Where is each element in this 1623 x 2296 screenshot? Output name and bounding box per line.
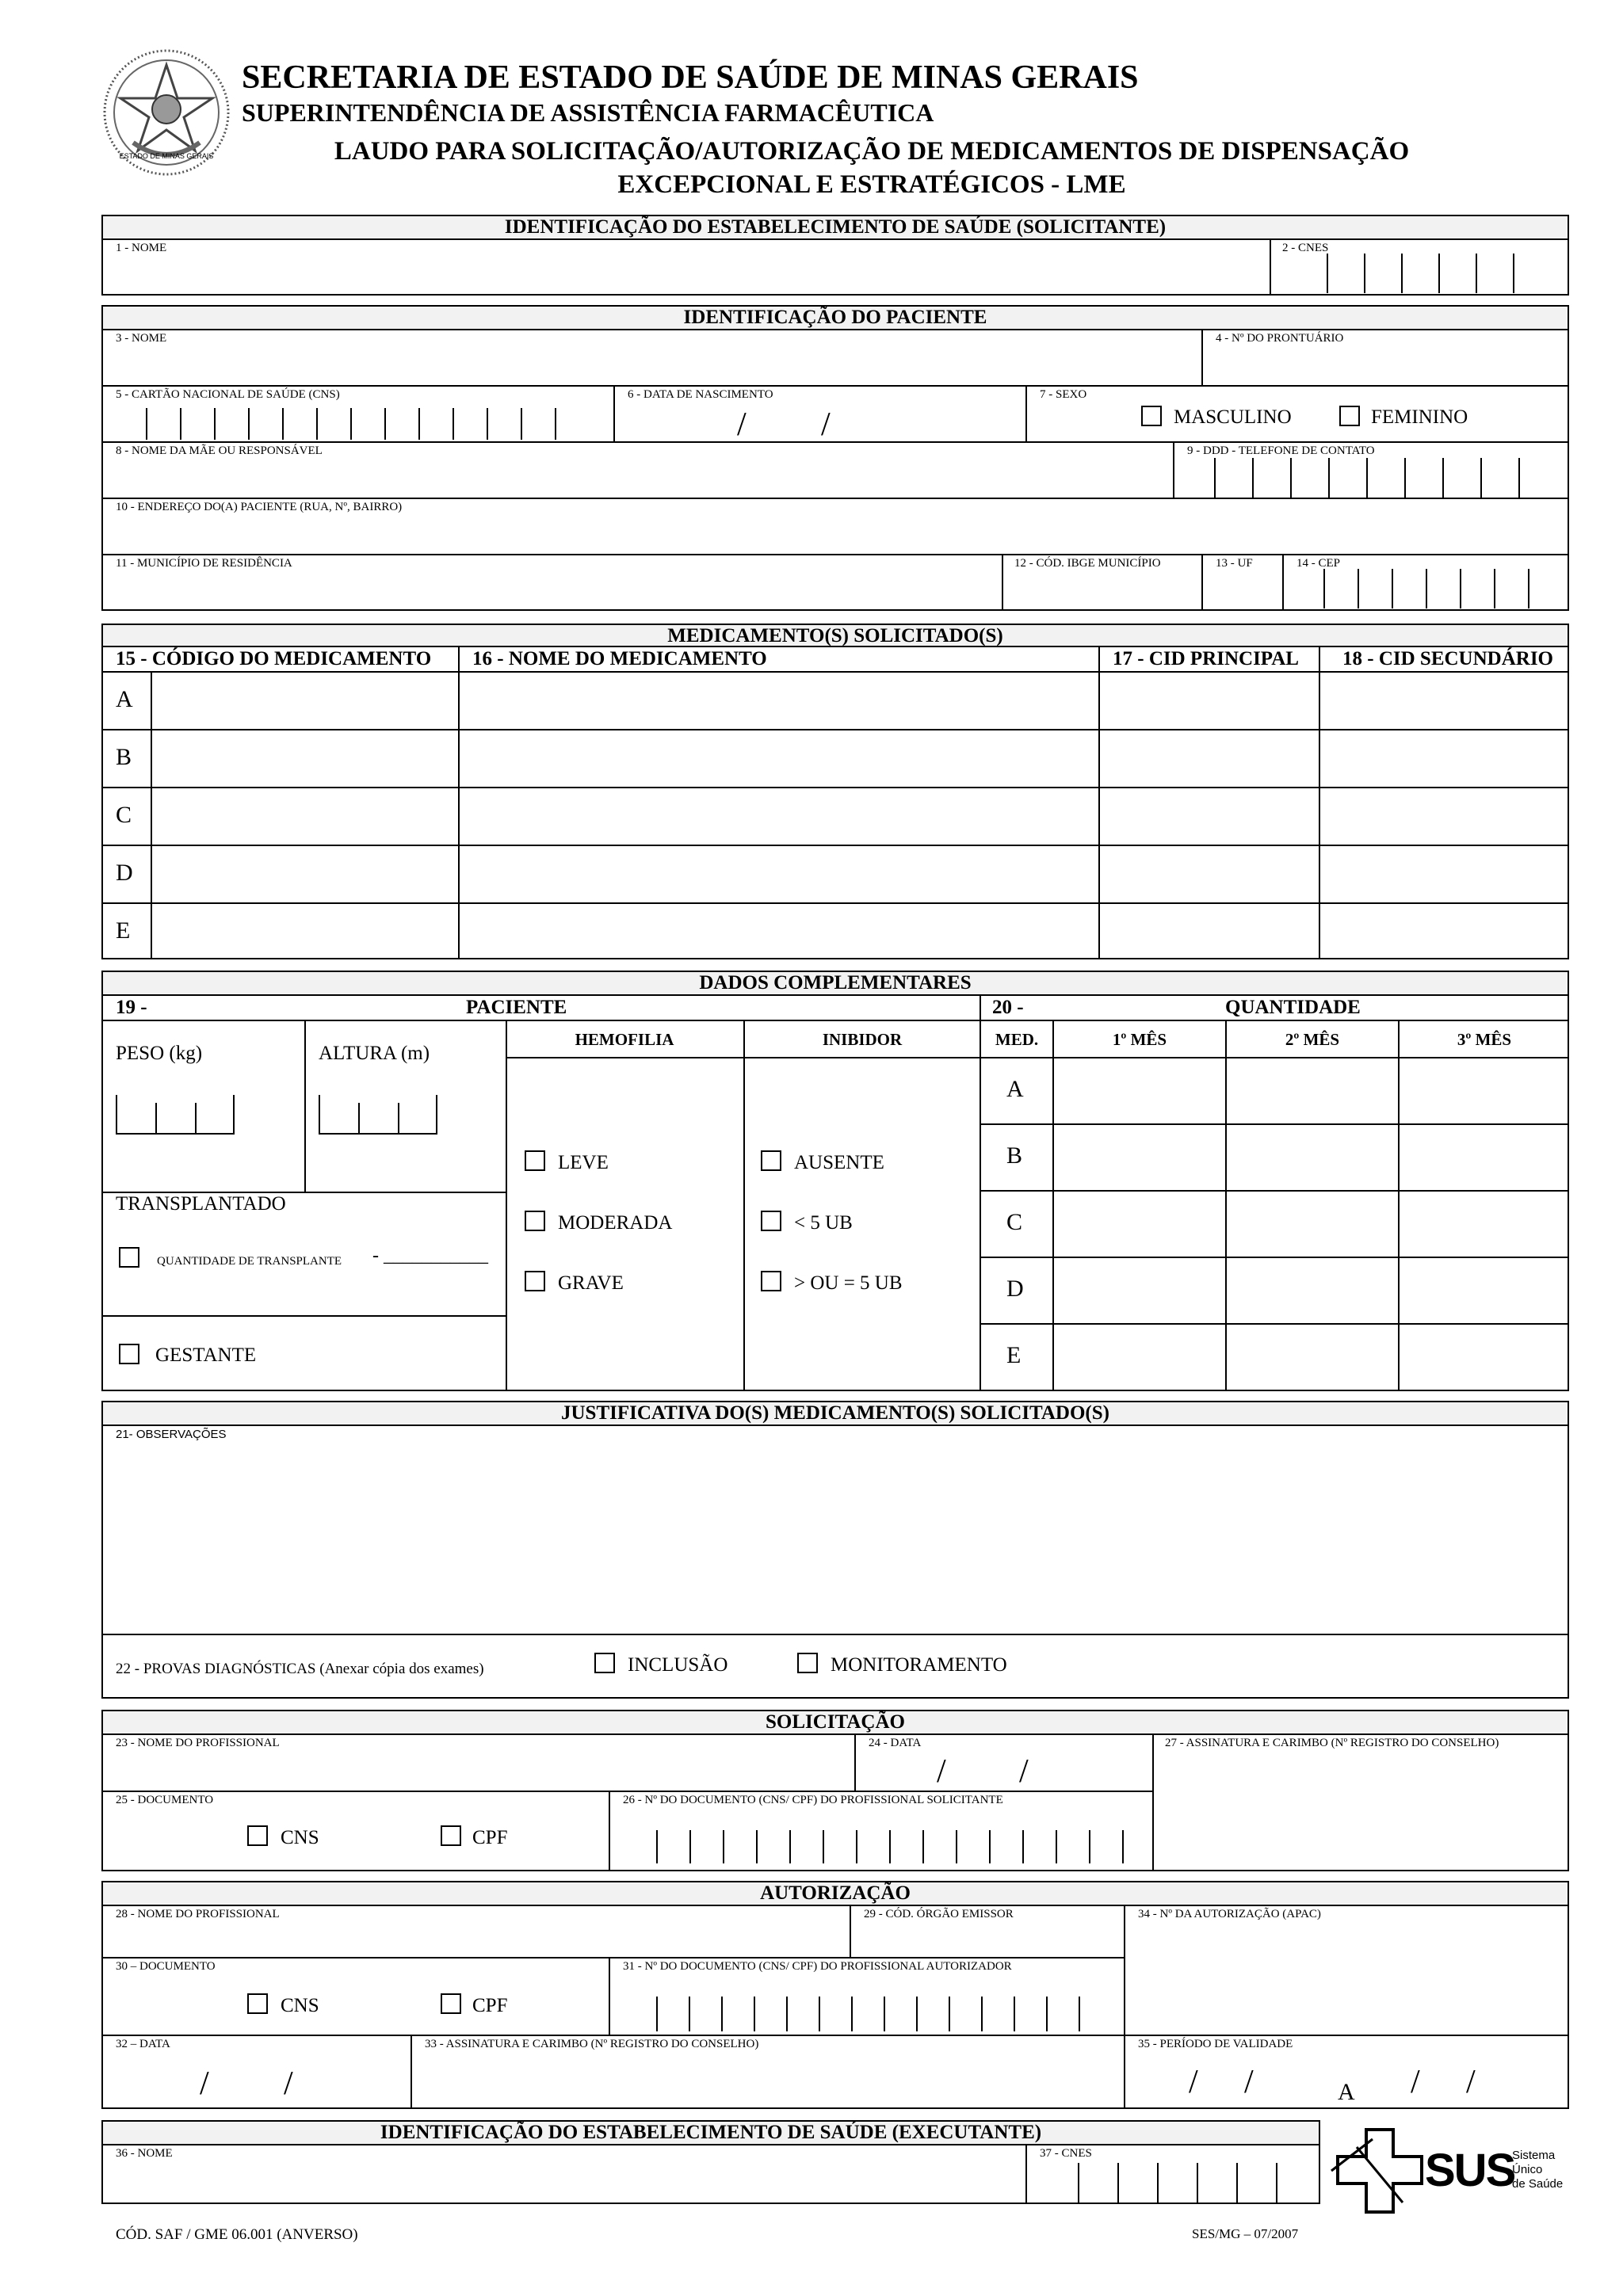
label-leve: LEVE	[558, 1152, 609, 1173]
label-nome-executante: 36 - NOME	[116, 2147, 173, 2160]
label-prontuario: 4 - Nº DO PRONTUÁRIO	[1216, 332, 1344, 345]
label-nome-profissional-sol: 23 - NOME DO PROFISSIONAL	[116, 1737, 280, 1749]
qtd-row-C[interactable]	[1056, 1193, 1568, 1255]
seal-text: ESTADO DE MINAS GERAIS	[119, 152, 214, 160]
section-header-autorizacao: AUTORIZAÇÃO	[101, 1881, 1569, 1906]
label-num-documento-sol: 26 - Nº DO DOCUMENTO (CNS/ CPF) DO PROFISSIONAL SOLICITANTE	[623, 1794, 1003, 1806]
checkbox-cpf-aut[interactable]	[441, 1993, 461, 2014]
sus-cross-icon	[1325, 2123, 1428, 2218]
header-title: SECRETARIA DE ESTADO DE SAÚDE DE MINAS GERAIS	[242, 59, 1139, 96]
input-nome-estab[interactable]	[105, 255, 1266, 293]
section-header-paciente: IDENTIFICAÇÃO DO PACIENTE	[101, 305, 1569, 330]
med-row-E[interactable]	[154, 906, 1568, 958]
label-inclusao: INCLUSÃO	[628, 1654, 728, 1676]
input-data-sol[interactable]	[857, 1753, 1149, 1789]
label-quantidade: QUANTIDADE	[1225, 997, 1361, 1018]
med-row-B[interactable]	[154, 732, 1568, 785]
qtd-row-letter: A	[1006, 1076, 1024, 1102]
label-nome-mae: 8 - NOME DA MÃE OU RESPONSÁVEL	[116, 444, 323, 457]
input-qtd-transplante[interactable]: - ___________	[372, 1245, 488, 1266]
state-seal	[101, 48, 231, 177]
col-nome-medicamento: 16 - NOME DO MEDICAMENTO	[472, 648, 767, 669]
col-hemofilia: HEMOFILIA	[575, 1030, 674, 1049]
med-row-letter: C	[116, 802, 132, 828]
label-masculino: MASCULINO	[1174, 406, 1292, 428]
sus-line2: Único	[1512, 2163, 1543, 2176]
label-num-autorizacao: 34 - Nº DA AUTORIZAÇÃO (APAC)	[1138, 1908, 1321, 1920]
document-title-line1: LAUDO PARA SOLICITAÇÃO/AUTORIZAÇÃO DE MEDICAMENTOS DE DISPENSAÇÃO	[334, 137, 1410, 166]
section-header-solicitacao: SOLICITAÇÃO	[101, 1710, 1569, 1735]
label-documento-sol: 25 - DOCUMENTO	[116, 1794, 214, 1806]
qtd-row-E[interactable]	[1056, 1326, 1568, 1390]
col-cid-secundario: 18 - CID SECUNDÁRIO	[1342, 648, 1553, 669]
footer-code: CÓD. SAF / GME 06.001 (ANVERSO)	[116, 2226, 358, 2243]
label-nome-estab: 1 - NOME	[116, 242, 167, 254]
label-ausente: AUSENTE	[794, 1152, 884, 1173]
checkbox-cpf-sol[interactable]	[441, 1825, 461, 1846]
col-mes-3: 3º MÊS	[1457, 1030, 1512, 1049]
label-feminino: FEMININO	[1371, 406, 1468, 428]
label-gestante: GESTANTE	[155, 1344, 257, 1366]
section-header-solicitante: IDENTIFICAÇÃO DO ESTABELECIMENTO DE SAÚDE (SOLICITANTE)	[101, 215, 1569, 240]
label-cnes-executante: 37 - CNES	[1040, 2147, 1092, 2160]
label-data-sol: 24 - DATA	[869, 1737, 922, 1749]
label-menor-5ub: < 5 UB	[794, 1212, 853, 1234]
sus-line1: Sistema	[1512, 2149, 1556, 2162]
label-20: 20 -	[992, 997, 1024, 1018]
label-nome-profissional-aut: 28 - NOME DO PROFISSIONAL	[116, 1908, 280, 1920]
label-moderada: MODERADA	[558, 1212, 673, 1234]
input-nome-profissional-sol[interactable]	[105, 1753, 851, 1789]
sus-text: SUS	[1425, 2145, 1515, 2196]
label-transplantado: TRANSPLANTADO	[116, 1193, 286, 1215]
input-num-documento-sol[interactable]	[612, 1810, 1149, 1868]
label-num-documento-aut: 31 - Nº DO DOCUMENTO (CNS/ CPF) DO PROFISSIONAL AUTORIZADOR	[623, 1960, 1012, 1973]
input-altura[interactable]	[319, 1095, 437, 1135]
med-row-D[interactable]	[154, 848, 1568, 901]
input-nome-mae[interactable]	[105, 460, 1170, 496]
label-data-aut: 32 – DATA	[116, 2038, 170, 2050]
label-grave: GRAVE	[558, 1272, 624, 1294]
label-ate: A	[1338, 2079, 1355, 2105]
document-title-line2: EXCEPCIONAL E ESTRATÉGICOS - LME	[617, 170, 1126, 199]
input-cnes-executante[interactable]	[1029, 2163, 1317, 2201]
label-19: 19 -	[116, 997, 147, 1018]
checkbox-moderada[interactable]	[525, 1211, 545, 1231]
col-mes-2: 2º MÊS	[1285, 1030, 1340, 1049]
checkbox-inclusao[interactable]	[594, 1653, 615, 1673]
checkbox-monitoramento[interactable]	[797, 1653, 818, 1673]
label-cns: 5 - CARTÃO NACIONAL DE SAÚDE (CNS)	[116, 388, 340, 401]
label-peso: PESO (kg)	[116, 1043, 203, 1064]
input-nome-paciente[interactable]	[105, 347, 1198, 383]
section-header-medicamentos: MEDICAMENTO(S) SOLICITADO(S)	[101, 624, 1569, 647]
checkbox-feminino[interactable]	[1339, 406, 1360, 426]
med-row-C[interactable]	[154, 790, 1568, 843]
label-provas-diagnosticas: 22 - PROVAS DIAGNÓSTICAS (Anexar cópia dos exames)	[116, 1661, 484, 1677]
label-cns-aut: CNS	[281, 1995, 319, 2016]
input-data-aut[interactable]	[105, 2054, 407, 2106]
label-observacoes: 21- OBSERVAÇÕES	[116, 1428, 227, 1441]
med-row-letter: A	[116, 686, 133, 712]
label-cnes: 2 - CNES	[1282, 242, 1329, 254]
sus-line3: de Saúde	[1512, 2177, 1564, 2191]
sus-logo	[1325, 2123, 1571, 2218]
col-mes-1: 1º MÊS	[1112, 1030, 1167, 1049]
label-periodo-validade: 35 - PERÍODO DE VALIDADE	[1138, 2038, 1293, 2050]
label-endereco: 10 - ENDEREÇO DO(A) PACIENTE (RUA, Nº, BAIRRO)	[116, 501, 403, 513]
col-cid-principal: 17 - CID PRINCIPAL	[1113, 648, 1299, 669]
label-uf: 13 - UF	[1216, 557, 1253, 570]
input-data-nascimento[interactable]	[617, 402, 1022, 439]
checkbox-masculino[interactable]	[1141, 406, 1162, 426]
input-nome-executante[interactable]	[105, 2163, 1022, 2201]
med-row-letter: E	[116, 917, 131, 944]
footer-version: SES/MG – 07/2007	[1192, 2226, 1299, 2241]
label-sexo: 7 - SEXO	[1040, 388, 1087, 401]
label-assinatura-aut: 33 - ASSINATURA E CARIMBO (Nº REGISTRO DO CONSELHO)	[425, 2038, 759, 2050]
section-header-complementares: DADOS COMPLEMENTARES	[101, 971, 1569, 996]
section-header-justificativa: JUSTIFICATIVA DO(S) MEDICAMENTO(S) SOLICITADO(S)	[101, 1401, 1569, 1426]
input-peso[interactable]	[116, 1095, 235, 1135]
input-assinatura-aut[interactable]	[414, 2054, 1121, 2106]
input-ibge[interactable]	[1005, 572, 1198, 608]
label-cpf-aut: CPF	[472, 1995, 508, 2016]
label-nome-paciente: 3 - NOME	[116, 332, 167, 345]
label-documento-aut: 30 – DOCUMENTO	[116, 1960, 216, 1973]
input-cnes[interactable]	[1273, 255, 1566, 293]
input-uf[interactable]	[1205, 572, 1279, 608]
checkbox-grave[interactable]	[525, 1271, 545, 1291]
label-monitoramento: MONITORAMENTO	[831, 1654, 1007, 1676]
input-municipio[interactable]	[105, 572, 999, 608]
label-cns-sol: CNS	[281, 1827, 319, 1848]
qtd-row-A[interactable]	[1056, 1060, 1568, 1122]
section-header-executante: IDENTIFICAÇÃO DO ESTABELECIMENTO DE SAÚDE (EXECUTANTE)	[101, 2120, 1320, 2145]
input-endereco[interactable]	[105, 515, 1566, 551]
label-data-nascimento: 6 - DATA DE NASCIMENTO	[628, 388, 773, 401]
input-orgao-emissor[interactable]	[853, 1924, 1121, 1955]
checkbox-cns-sol[interactable]	[247, 1825, 268, 1846]
qtd-row-letter: E	[1006, 1342, 1022, 1368]
label-qtd-transplante: QUANTIDADE DE TRANSPLANTE	[157, 1255, 342, 1268]
checkbox-ausente[interactable]	[761, 1150, 781, 1171]
input-assinatura-sol[interactable]	[1155, 1753, 1566, 1868]
checkbox-maior-igual-5ub[interactable]	[761, 1271, 781, 1291]
label-ibge: 12 - CÓD. IBGE MUNICÍPIO	[1014, 557, 1161, 570]
qtd-row-B[interactable]	[1056, 1127, 1568, 1188]
checkbox-cns-aut[interactable]	[247, 1993, 268, 2014]
col-codigo-medicamento: 15 - CÓDIGO DO MEDICAMENTO	[116, 648, 432, 669]
input-num-autorizacao[interactable]	[1127, 1924, 1566, 2033]
qtd-row-letter: C	[1006, 1209, 1023, 1235]
label-maior-igual-5ub: > OU = 5 UB	[794, 1272, 903, 1294]
header-subtitle: SUPERINTENDÊNCIA DE ASSISTÊNCIA FARMACÊUTICA	[242, 98, 934, 127]
checkbox-gestante[interactable]	[119, 1344, 139, 1364]
input-nome-profissional-aut[interactable]	[105, 1924, 846, 1955]
label-altura: ALTURA (m)	[319, 1043, 430, 1064]
label-municipio: 11 - MUNICÍPIO DE RESIDÊNCIA	[116, 557, 292, 570]
label-orgao-emissor: 29 - CÓD. ÓRGÃO EMISSOR	[864, 1908, 1014, 1920]
qtd-row-letter: D	[1006, 1276, 1024, 1302]
label-telefone: 9 - DDD - TELEFONE DE CONTATO	[1187, 444, 1375, 457]
checkbox-transplante[interactable]	[119, 1247, 139, 1268]
input-observacoes[interactable]	[106, 1445, 1568, 1630]
qtd-row-D[interactable]	[1056, 1260, 1568, 1322]
checkbox-menor-5ub[interactable]	[761, 1211, 781, 1231]
checkbox-leve[interactable]	[525, 1150, 545, 1171]
med-row-letter: D	[116, 860, 133, 886]
input-prontuario[interactable]	[1205, 347, 1566, 383]
label-assinatura-sol: 27 - ASSINATURA E CARIMBO (Nº REGISTRO DO CONSELHO)	[1165, 1737, 1499, 1749]
med-row-letter: B	[116, 744, 132, 770]
label-cep: 14 - CEP	[1296, 557, 1341, 570]
label-cpf-sol: CPF	[472, 1827, 508, 1848]
label-paciente: PACIENTE	[466, 997, 567, 1018]
col-inibidor: INIBIDOR	[822, 1030, 903, 1049]
qtd-row-letter: B	[1006, 1142, 1023, 1169]
input-telefone[interactable]	[1176, 460, 1566, 496]
med-row-A[interactable]	[154, 674, 1568, 727]
col-med: MED.	[995, 1030, 1039, 1049]
